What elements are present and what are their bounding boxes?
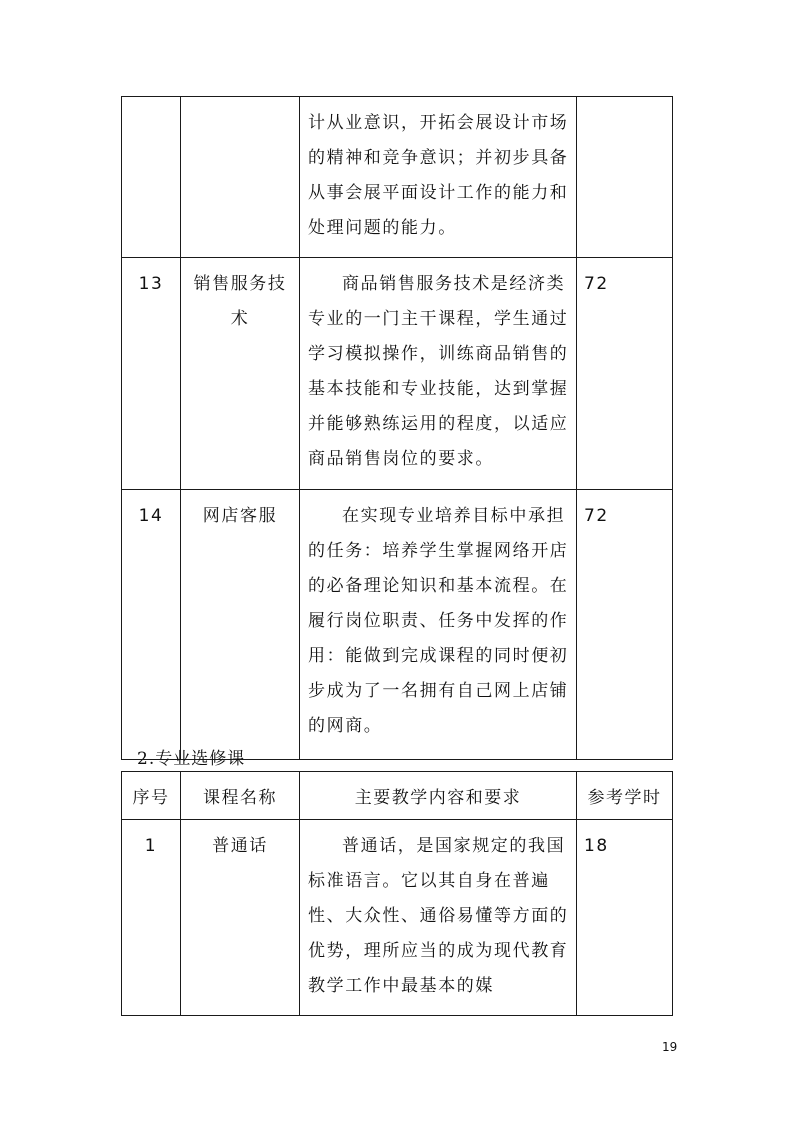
table-row: [122, 820, 673, 1016]
course-description: [300, 490, 577, 760]
page-number: 19: [662, 1040, 678, 1054]
course-description-text: 普通话，是国家规定的我国标准语言。它以其自身在普遍性、大众性、通俗易懂等方面的优势，理所应当的成为现代教育教学工作中最基本的媒: [308, 836, 569, 996]
course-description: [300, 820, 577, 1016]
table-row: [122, 258, 673, 490]
header-hours: 参考学时: [577, 772, 673, 820]
table-header-row: [122, 772, 673, 820]
course-description: [300, 258, 577, 490]
course-hours: 18: [577, 820, 673, 1016]
course-name: [181, 97, 300, 258]
course-description-text: 在实现专业培养目标中承担的任务：培养学生掌握网络开店的必备理论知识和基本流程。在履行岗位职责、任务中发挥的作用：能做到完成课程的同时便初步成为了一名拥有自己网上店铺的网商。: [308, 506, 569, 736]
table-row: [122, 490, 673, 760]
table-row: [122, 97, 673, 258]
course-number: 14: [122, 490, 181, 760]
header-course-name: 课程名称: [181, 772, 300, 820]
course-name: 网店客服: [181, 490, 300, 760]
course-hours: 72: [577, 258, 673, 490]
header-description: 主要教学内容和要求: [300, 772, 577, 820]
course-number: [122, 97, 181, 258]
course-number: 13: [122, 258, 181, 490]
course-number: 1: [122, 820, 181, 1016]
course-hours: 72: [577, 490, 673, 760]
elective-course-table: [121, 771, 673, 1016]
course-description-text: 商品销售服务技术是经济类专业的一门主干课程，学生通过学习模拟操作，训练商品销售的基本技能和专业技能，达到掌握并能够熟练运用的程度，以适应商品销售岗位的要求。: [308, 274, 569, 469]
course-hours: [577, 97, 673, 258]
course-name: 普通话: [181, 820, 300, 1016]
section-heading: 2.专业选修课: [137, 749, 246, 769]
course-table-continued: [121, 96, 673, 760]
course-name: 销售服务技术: [181, 258, 300, 490]
course-description: 计从业意识，开拓会展设计市场的精神和竞争意识；并初步具备从事会展平面设计工作的能力和处理问题的能力。: [300, 97, 577, 258]
header-number: 序号: [122, 772, 181, 820]
